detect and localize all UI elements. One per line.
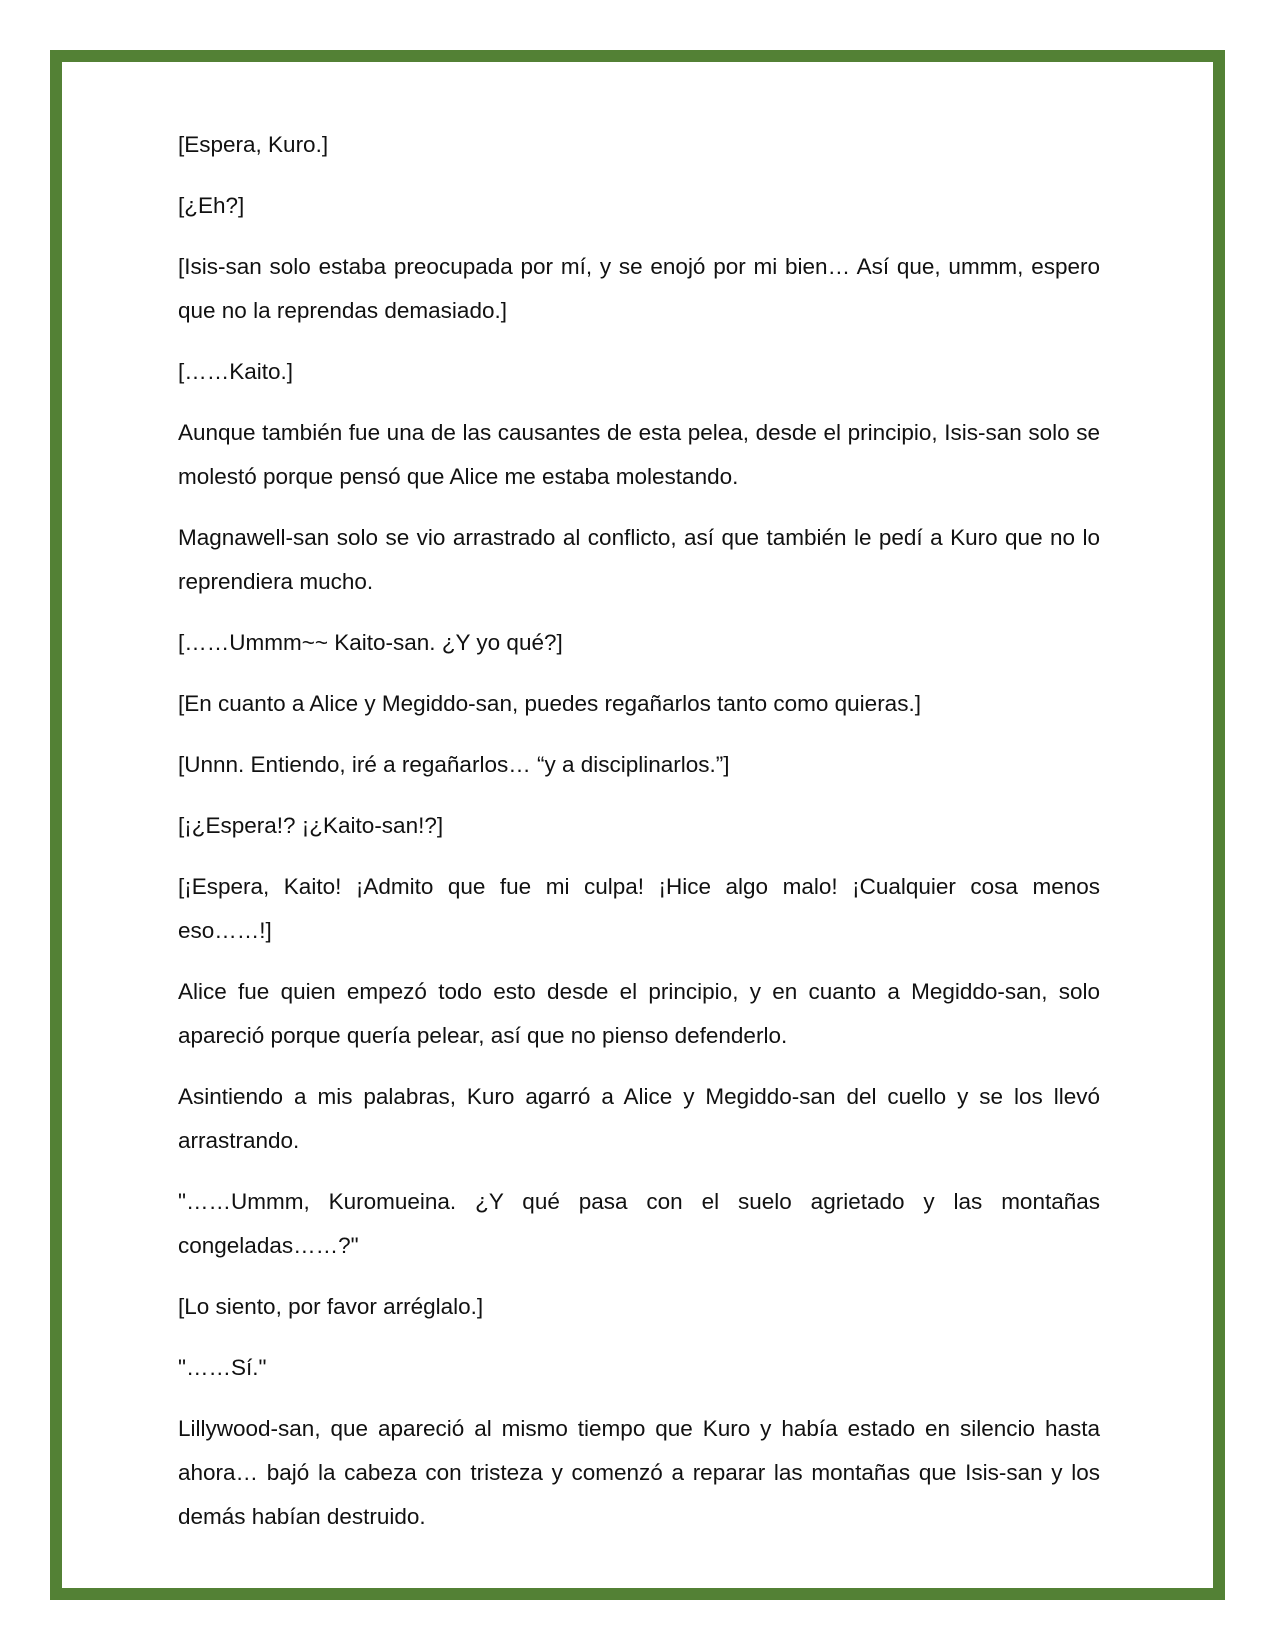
paragraph: [Unnn. Entiendo, iré a regañarlos… “y a disciplinarlos.”] [178, 752, 730, 777]
paragraph: Alice fue quien empezó todo esto desde el principio, y en cuanto a Megiddo-san, solo apareció porque quería pelear, así que no pienso defenderlo. [178, 979, 1100, 1048]
paragraph: [……Ummm~~ Kaito-san. ¿Y yo qué?] [178, 630, 563, 655]
paragraph: [¡Espera, Kaito! ¡Admito que fue mi culpa! ¡Hice algo malo! ¡Cualquier cosa menos eso……!] [178, 874, 1100, 943]
paragraph: [En cuanto a Alice y Megiddo-san, puedes regañarlos tanto como quieras.] [178, 691, 921, 716]
paragraph: Lillywood-san, que apareció al mismo tiempo que Kuro y había estado en silencio hasta ahora… bajó la cabeza con tristeza y comenzó a reparar las montañas que Isis-san y los demás habían destruido. [178, 1416, 1100, 1529]
paragraph: "……Sí." [178, 1355, 267, 1380]
paragraph: Magnawell-san solo se vio arrastrado al conflicto, así que también le pedí a Kuro que no lo reprendiera mucho. [178, 525, 1100, 594]
paragraph: Aunque también fue una de las causantes de esta pelea, desde el principio, Isis-san solo se molestó porque pensó que Alice me estaba molestando. [178, 420, 1100, 489]
paragraph: [……Kaito.] [178, 359, 294, 384]
paragraph: [Isis-san solo estaba preocupada por mí, y se enojó por mi bien… Así que, ummm, espero que no la reprendas demasiado.] [178, 254, 1100, 323]
document-body [178, 123, 1100, 1556]
paragraph: [Lo siento, por favor arréglalo.] [178, 1294, 484, 1319]
paragraph: [Espera, Kuro.] [178, 132, 329, 157]
paragraph: "……Ummm, Kuromueina. ¿Y qué pasa con el suelo agrietado y las montañas congeladas……?" [178, 1189, 1100, 1258]
paragraph: [¿Eh?] [178, 193, 245, 218]
paragraph: [¡¿Espera!? ¡¿Kaito-san!?] [178, 813, 444, 838]
paragraph: Asintiendo a mis palabras, Kuro agarró a Alice y Megiddo-san del cuello y se los llevó arrastrando. [178, 1084, 1100, 1153]
